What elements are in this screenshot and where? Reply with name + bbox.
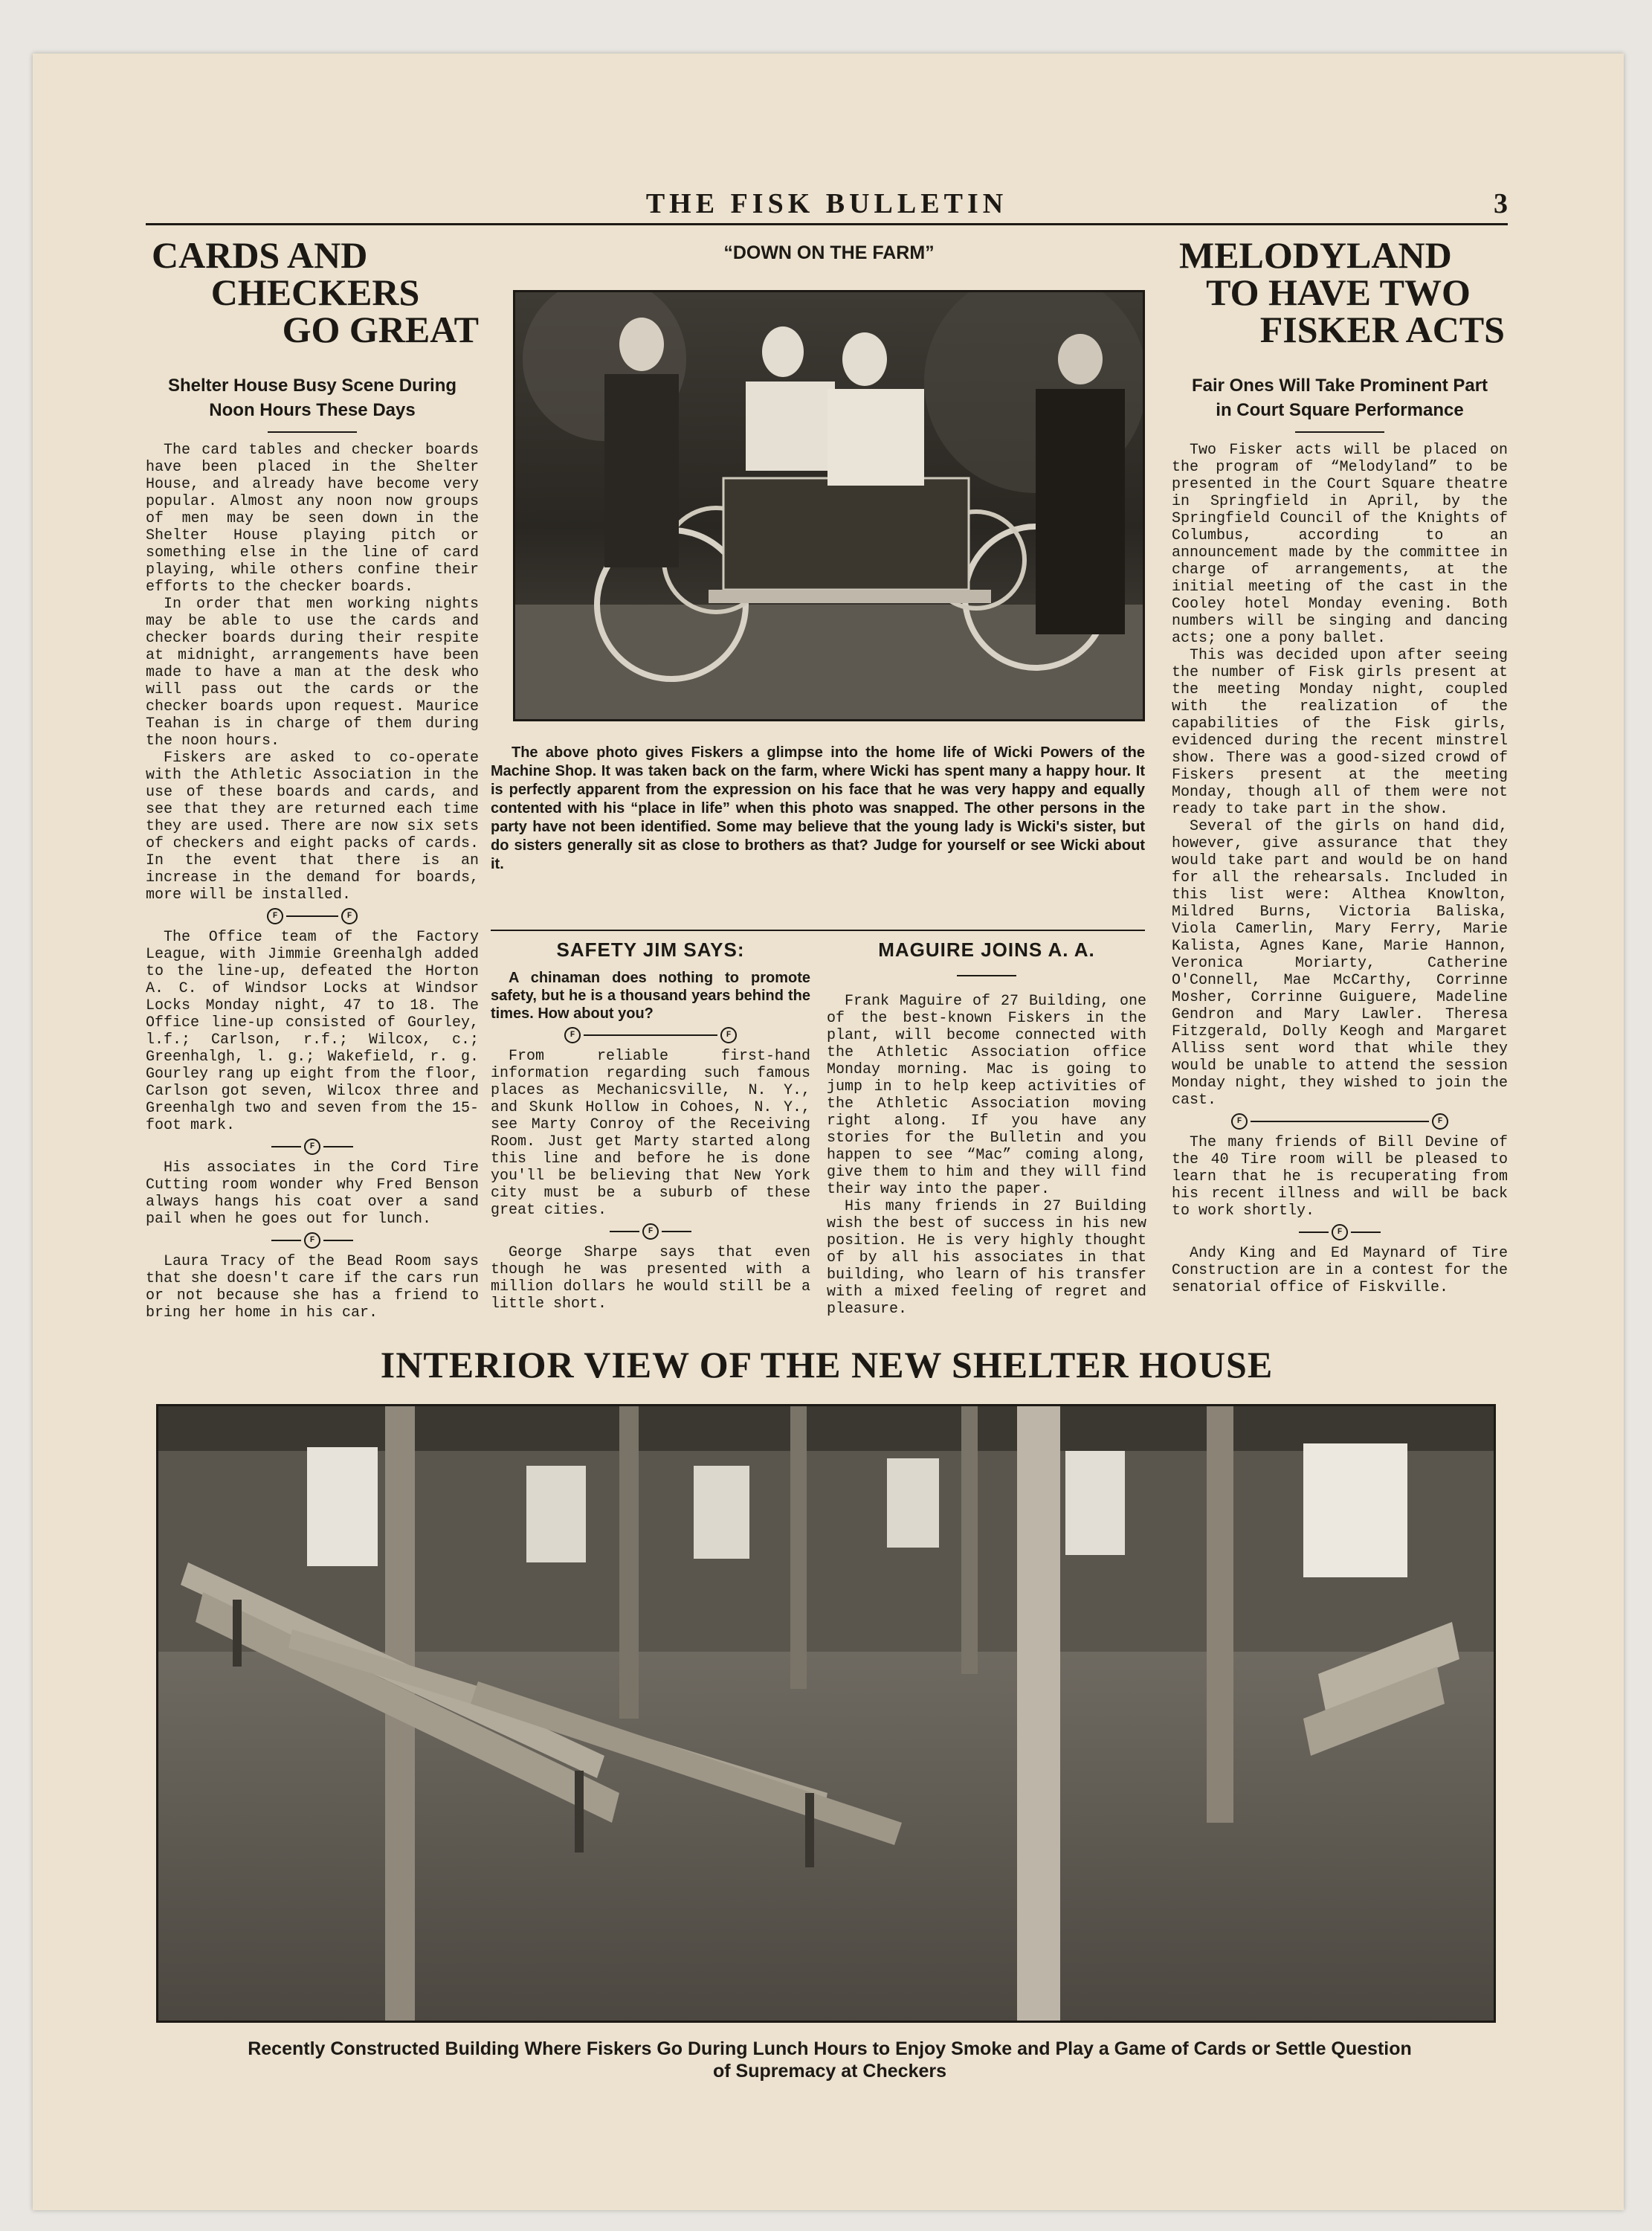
- melody-paragraph: Several of the girls on hand did, however, give assurance that they would take part and would be on hand for all the rehearsals. Included in this list were: Althea Knowlton, Mildred Burns, Victoria Baliska, Viola Camerlin, Mary Ferry, Marie Kalista, Agnes Kane, Marie Hannon, Veronica Moriarty, Catherine O'Connell, Mae McCarthy, Corrinne Mosher, Corrinne Guiguere, Madeline Gendron and Mary Lawler. Theresa Fitzgerald, Dolly Keogh and Margaret Alliss sent word that while they would be unable to attend the session Monday night, they wished to join the cast.: [1172, 818, 1508, 1109]
- maguire-paragraph: His many friends in 27 Building wish the best of success in his new position. He is very highly thought of by all his associates in that building, who learn of his transfer with a mixed feeling of regret and pleasure.: [827, 1198, 1146, 1318]
- melody-subhead: Fair Ones Will Take Prominent Part in Court Square Performance: [1191, 376, 1488, 420]
- cards-article: [146, 236, 479, 1321]
- cards-paragraph: Fiskers are asked to co-operate with the Athletic Association in the use of these boards and cards, and see that they are returned each time they are used. There are now six sets of checkers and eight packs of cards. In the event that there is an increase in the demand for boards, more will be installed.: [146, 750, 479, 904]
- farm-caption-block: [491, 744, 1145, 874]
- masthead-title: THE FISK BULLETIN: [645, 188, 1008, 219]
- cards-subhead: Shelter House Busy Scene During Noon Hours These Days: [167, 376, 457, 420]
- safety-headline: SAFETY JIM SAYS:: [556, 939, 745, 961]
- shelter-house-photo: [156, 1404, 1496, 2023]
- fred-benson-item: His associates in the Cord Tire Cutting room wonder why Fred Benson always hangs his coat over a sand pail when he goes out for lunch.: [146, 1159, 479, 1228]
- cards-paragraph: In order that men working nights may be able to use the cards and checker boards during their respite at midnight, arrangements have been made to have a man at the desk who will pass out the cards or the checker boards upon request. Maurice Teahan is in charge of them during the noon hours.: [146, 596, 479, 750]
- melody-paragraph: Two Fisker acts will be placed on the program of “Melodyland” to be presented in the Court Square theatre in Springfield in April, by the Springfield Council of the Knights of Columbus, according to an announcement made by the committee in charge of arrangements, at the initial meeting of the cast in the Cooley hotel Monday evening. Both numbers will be singing and dancing acts; one a pony ballet.: [1172, 442, 1508, 647]
- separator: F F: [146, 908, 479, 924]
- melody-headline-1: MELODYLAND: [1179, 234, 1452, 276]
- cards-rule: [268, 431, 357, 433]
- marty-conroy-item: From reliable first-hand information regarding such famous places as Mechanicsville, N. Y., and Skunk Hollow in Cohoes, N. Y., see Marty Conroy of the Receiving Room. Just get Marty started along this line and before he is done you'll be believing that New York city must be a suburb of these great cities.: [491, 1048, 810, 1219]
- masthead: [146, 187, 1508, 225]
- maguire-article: [827, 939, 1146, 1318]
- maguire-headline: MAGUIRE JOINS A. A.: [878, 939, 1095, 961]
- farm-photo: [513, 290, 1145, 721]
- separator: F F: [491, 1027, 810, 1043]
- melody-headline-3: FISKER ACTS: [1259, 309, 1505, 350]
- melody-paragraph: This was decided upon after seeing the number of Fisk girls present at the meeting Monday night, coupled with the realization of the capabilities of the Fisk girls, evidenced during the recent minstrel show. There was a good-sized crowd of Fiskers present at the meeting Monday, though all of them were not ready to take part in the show.: [1172, 647, 1508, 818]
- office-team-item: The Office team of the Factory League, with Jimmie Greenhalgh added to the line-up, defeated the Horton A. C. of Windsor Locks at Windsor Locks Monday night, 47 to 18. The Office line-up consisted of Gourley, l.f.; Carlson, r.f.; Wilcox, c.; Greenhalgh, l. g.; Wakefield, r. g. Gourley rang up eight from the floor, Carlson got seven, Wilcox three and Greenhalgh two and seven from the 15-foot mark.: [146, 929, 479, 1134]
- king-maynard-item: Andy King and Ed Maynard of Tire Construction are in a contest for the senatorial office of Fiskville.: [1172, 1245, 1508, 1296]
- safety-lead: A chinaman does nothing to promote safety, but he is a thousand years behind the times. How about you?: [491, 970, 810, 1022]
- farm-caption: The above photo gives Fiskers a glimpse into the home life of Wicki Powers of the Machine Shop. It was taken back on the farm, where Wicki has spent many a happy hour. It is perfectly apparent from the expression on his face that he was very happy and equally contented with his “place in life” when this photo was snapped. The other persons in the party have not been identified. Some may believe that the young lady is Wicki's sister, but do sisters generally sit as close to brothers as that? Judge for yourself or see Wicki about it.: [491, 744, 1145, 872]
- safety-article: [491, 939, 810, 1313]
- separator: F: [1172, 1224, 1508, 1240]
- separator: F: [146, 1139, 479, 1155]
- melody-headline-2: TO HAVE TWO: [1206, 271, 1471, 313]
- maguire-paragraph: Frank Maguire of 27 Building, one of the best-known Fiskers in the plant, will become connected with the Athletic Association office Monday morning. Mac is going to jump in to help keep activities of the Athletic Association moving right along. If you have any stories for the Bulletin and you happen to see “Mac” coming along, give them to him and they will find their way into the paper.: [827, 993, 1146, 1198]
- separator: F: [146, 1232, 479, 1249]
- george-sharpe-item: George Sharpe says that even though he was presented with a million dollars he would still be a little short.: [491, 1244, 810, 1313]
- bill-devine-item: The many friends of Bill Devine of the 40 Tire room will be pleased to learn that he is recuperating from his recent illness and will be back to work shortly.: [1172, 1134, 1508, 1220]
- melodyland-article: [1172, 236, 1508, 1296]
- shelter-caption-line1: Recently Constructed Building Where Fiskers Go During Lunch Hours to Enjoy Smoke and Play a Game of Cards or Settle Question: [248, 2038, 1412, 2059]
- farm-headline: “DOWN ON THE FARM”: [723, 242, 935, 263]
- maguire-rule: [957, 975, 1016, 976]
- separator: F: [491, 1223, 810, 1240]
- cards-paragraph: The card tables and checker boards have been placed in the Shelter House, and already have become very popular. Almost any noon now groups of men may be seen down in the Shelter House playing pitch or something else in the line of card playing, while others confine their efforts to the checker boards.: [146, 442, 479, 596]
- shelter-caption: [131, 2038, 1529, 2082]
- shelter-caption-line2: of Supremacy at Checkers: [712, 2061, 947, 2082]
- page-number: 3: [1494, 188, 1508, 219]
- cards-headline-1: CARDS AND: [152, 234, 368, 276]
- cards-headline-2: CHECKERS: [210, 271, 420, 313]
- melody-rule: [1295, 431, 1384, 433]
- center-rule: [491, 930, 1145, 931]
- separator: F F: [1172, 1113, 1508, 1130]
- shelter-headline: INTERIOR VIEW OF THE NEW SHELTER HOUSE: [380, 1344, 1274, 1385]
- laura-tracy-item: Laura Tracy of the Bead Room says that she doesn't care if the cars run or not because she has a friend to bring her home in his car.: [146, 1253, 479, 1321]
- cards-headline-3: GO GREAT: [282, 309, 479, 350]
